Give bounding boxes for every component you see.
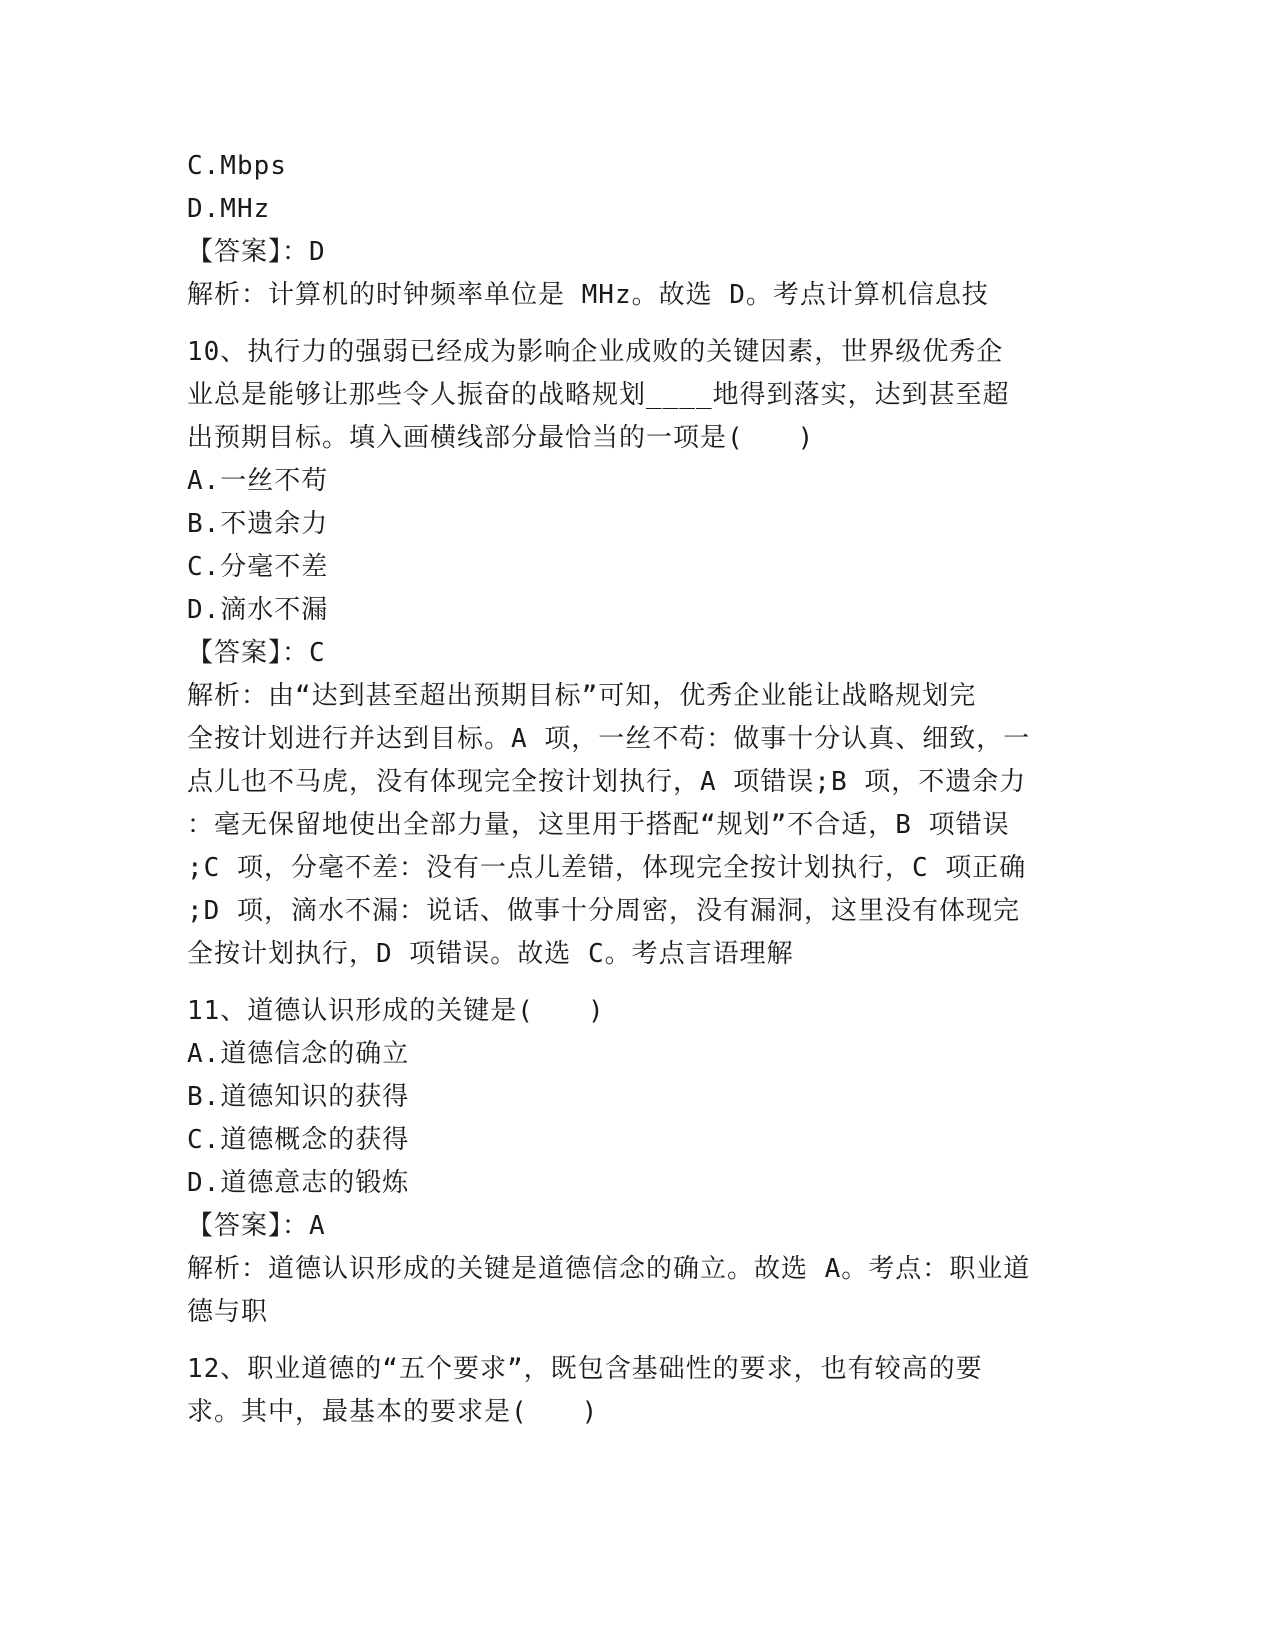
question-10 (187, 331, 1087, 976)
analysis-line: ;D 项，滴水不漏：说话、做事十分周密，没有漏洞，这里没有体现完 (187, 896, 1020, 926)
analysis-line: 点儿也不马虎，没有体现完全按计划执行，A 项错误;B 项，不遗余力 (187, 767, 1027, 797)
document-page (187, 145, 1087, 1434)
analysis-line: ;C 项，分毫不差：没有一点儿差错，体现完全按计划执行，C 项正确 (187, 853, 1027, 883)
analysis-line: 解析：计算机的时钟频率单位是 MHz。故选 D。考点计算机信息技 (187, 280, 989, 310)
question-stem: 12、职业道德的“五个要求”，既包含基础性的要求，也有较高的要 (187, 1354, 983, 1384)
analysis-line: 德与职 (187, 1297, 269, 1327)
option-a: A.一丝不苟 (187, 466, 329, 496)
option-d: D.道德意志的锻炼 (187, 1168, 410, 1198)
question-9-tail (187, 145, 1087, 317)
analysis-line: ：毫无保留地使出全部力量，这里用于搭配“规划”不合适，B 项错误 (187, 810, 1010, 840)
answer-line: 【答案】：C (187, 638, 326, 668)
question-stem: 求。其中，最基本的要求是( ) (187, 1397, 599, 1427)
question-stem: 10、执行力的强弱已经成为影响企业成败的关键因素，世界级优秀企 (187, 337, 1004, 367)
question-stem: 11、道德认识形成的关键是( ) (187, 996, 605, 1026)
option-a: A.道德信念的确立 (187, 1039, 410, 1069)
question-stem: 业总是能够让那些令人振奋的战略规划____地得到落实，达到甚至超 (187, 380, 1010, 410)
option-c: C.Mbps (187, 151, 287, 181)
question-11 (187, 990, 1087, 1334)
option-c: C.分毫不差 (187, 552, 329, 582)
analysis-line: 解析：由“达到甚至超出预期目标”可知，优秀企业能让战略规划完 (187, 681, 977, 711)
analysis-line: 全按计划执行，D 项错误。故选 C。考点言语理解 (187, 939, 794, 969)
option-d: D.MHz (187, 194, 271, 224)
option-b: B.道德知识的获得 (187, 1082, 410, 1112)
option-c: C.道德概念的获得 (187, 1125, 410, 1155)
analysis-line: 解析：道德认识形成的关键是道德信念的确立。故选 A。考点：职业道 (187, 1254, 1031, 1284)
analysis-line: 全按计划进行并达到目标。A 项，一丝不苟：做事十分认真、细致，一 (187, 724, 1031, 754)
answer-line: 【答案】：D (187, 237, 326, 267)
question-stem: 出预期目标。填入画横线部分最恰当的一项是( ) (187, 423, 815, 453)
question-12 (187, 1348, 1087, 1434)
option-b: B.不遗余力 (187, 509, 329, 539)
answer-line: 【答案】：A (187, 1211, 326, 1241)
option-d: D.滴水不漏 (187, 595, 329, 625)
